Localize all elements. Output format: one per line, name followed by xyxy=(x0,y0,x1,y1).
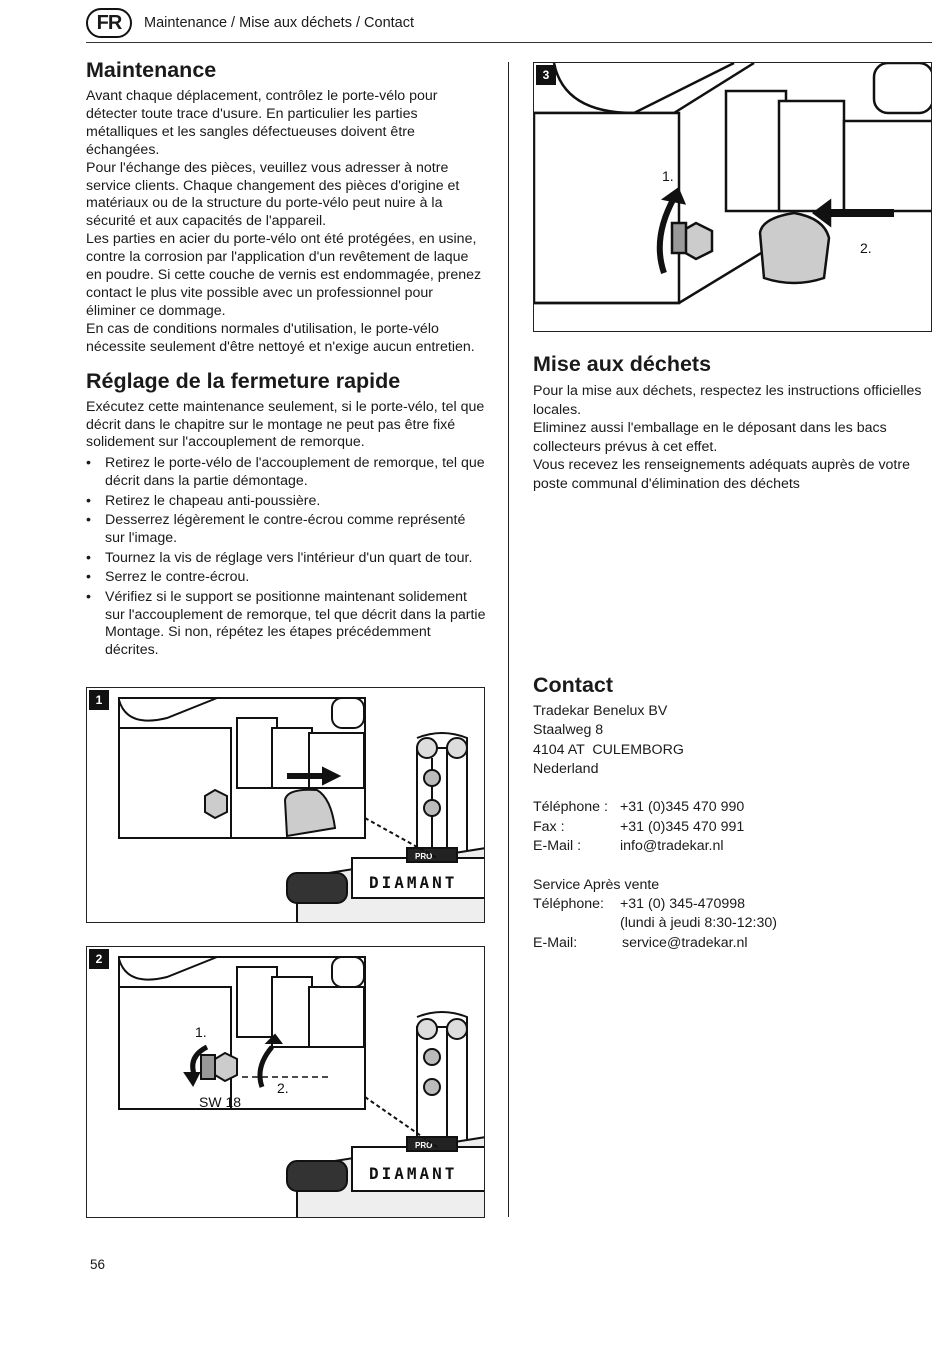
list-item: • Retirez le porte-vélo de l'accouplement de remorque, tel que décrit dans la partie démontage. xyxy=(86,455,486,491)
reglage-title: Réglage de la fermeture rapide xyxy=(86,368,401,393)
maintenance-paragraph: En cas de conditions normales d'utilisation, le porte-vélo nécessite seulement d'être nettoyé et n'exige aucun entretien. xyxy=(86,320,475,355)
phone-label: Téléphone : xyxy=(533,799,608,816)
country: Nederland xyxy=(533,760,599,777)
dechets-paragraph: Eliminez aussi l'emballage en le déposant dans les bacs collecteurs prévus à cet effet. xyxy=(533,420,887,455)
fax-value: +31 (0)345 470 991 xyxy=(620,818,745,835)
service-phone-label: Téléphone: xyxy=(533,895,604,912)
phone-value: +31 (0)345 470 990 xyxy=(620,799,745,816)
service-title: Service Après vente xyxy=(533,876,660,893)
page-header xyxy=(86,6,932,43)
service-email-row xyxy=(533,934,933,953)
maintenance-body xyxy=(86,88,486,357)
list-item: • Serrez le contre-écrou. xyxy=(86,569,486,587)
reglage-intro: Exécutez cette maintenance seulement, si le porte-vélo, tel que décrit dans le chapitre sur le montage ne peut pas être fixé solidement sur l'accouplement de remorque. xyxy=(86,398,485,451)
maintenance-paragraph: Les parties en acier du porte-vélo ont été protégées, en usine, contre la corrosion par l'application d'un revêtement de laque en poudre. Si cette couche de vernis est endommagée, prenez contact le plus vite possible avec un professionnel pour éliminer ce dommage. xyxy=(86,231,482,319)
figure-1 xyxy=(86,687,485,923)
maintenance-paragraph: Pour l'échange des pièces, veuillez vous adresser à notre service clients. Chaque changement des pièces d'origine et matériaux ou de la structure du porte-vélo peut nuire à la sécurité et aux capacités de l'appareil. xyxy=(86,159,460,230)
list-item: • Desserrez légèrement le contre-écrou comme représenté sur l'image. xyxy=(86,512,486,548)
figure-3-illustration xyxy=(534,63,932,332)
figure-2-illustration xyxy=(87,947,485,1218)
dechets-section xyxy=(533,350,933,493)
reglage-steps xyxy=(86,455,486,660)
email-value: info@tradekar.nl xyxy=(620,838,724,855)
maintenance-title: Maintenance xyxy=(86,58,217,82)
figure-number: 1 xyxy=(89,690,109,710)
dechets-title: Mise aux déchets xyxy=(533,352,712,376)
maintenance-paragraph: Avant chaque déplacement, contrôlez le porte-vélo pour détecter toute trace d'usure. En particulier les parties métalliques et les sangles défectueuses doivent être échangées. xyxy=(86,88,438,158)
wrench-size-label: SW 18 xyxy=(199,1094,242,1110)
contact-title: Contact xyxy=(533,673,614,697)
figure-1-illustration xyxy=(87,688,485,923)
email-label: E-Mail : xyxy=(533,838,582,855)
brand-label: DIAMANT xyxy=(369,1164,458,1183)
dechets-paragraph: Pour la mise aux déchets, respectez les instructions officielles locales. xyxy=(533,383,922,418)
service-phone-value: +31 (0) 345-470998 xyxy=(620,895,746,912)
service-hours-row xyxy=(533,914,933,933)
page-number: 56 xyxy=(90,1257,106,1272)
contact-section xyxy=(533,671,933,953)
service-email-value: service@tradekar.nl xyxy=(622,934,748,951)
step-2-label: 2. xyxy=(860,240,872,256)
list-item: • Retirez le chapeau anti-poussière. xyxy=(86,493,486,511)
header-title: Maintenance / Mise aux déchets / Contact xyxy=(144,15,415,31)
city-address: 4104 AT CULEMBORG xyxy=(533,741,684,758)
column-divider xyxy=(508,62,509,1217)
list-item: • Vérifiez si le support se positionne maintenant solidement sur l'accouplement de remorque, tel que décrit dans la partie Montage. Si non, répétez les étapes précédemment décrites. xyxy=(86,589,486,661)
phone-row xyxy=(533,798,933,817)
service-email-label: E-Mail: xyxy=(533,934,578,951)
left-column xyxy=(86,56,486,662)
step-1-label: 1. xyxy=(662,168,674,184)
figure-number: 3 xyxy=(536,65,556,85)
fax-label: Fax : xyxy=(533,818,565,835)
step-2-label: 2. xyxy=(277,1080,289,1096)
fax-row xyxy=(533,818,933,837)
logo-label: PRO xyxy=(415,1141,433,1150)
figure-2 xyxy=(86,946,485,1218)
service-hours: (lundi à jeudi 8:30-12:30) xyxy=(620,915,777,932)
company-name: Tradekar Benelux BV xyxy=(533,703,668,719)
figure-number: 2 xyxy=(89,949,109,969)
step-1-label: 1. xyxy=(195,1024,207,1040)
language-badge: FR xyxy=(86,8,132,38)
email-row xyxy=(533,837,933,856)
logo-label: PRO xyxy=(415,852,433,861)
figure-3 xyxy=(533,62,932,332)
service-phone-row xyxy=(533,895,933,914)
list-item: • Tournez la vis de réglage vers l'intérieur d'un quart de tour. xyxy=(86,550,486,568)
dechets-paragraph: Vous recevez les renseignements adéquats auprès de votre poste communal d'élimination des déchets xyxy=(533,457,910,492)
brand-label: DIAMANT xyxy=(369,873,458,892)
street-address: Staalweg 8 xyxy=(533,722,604,739)
